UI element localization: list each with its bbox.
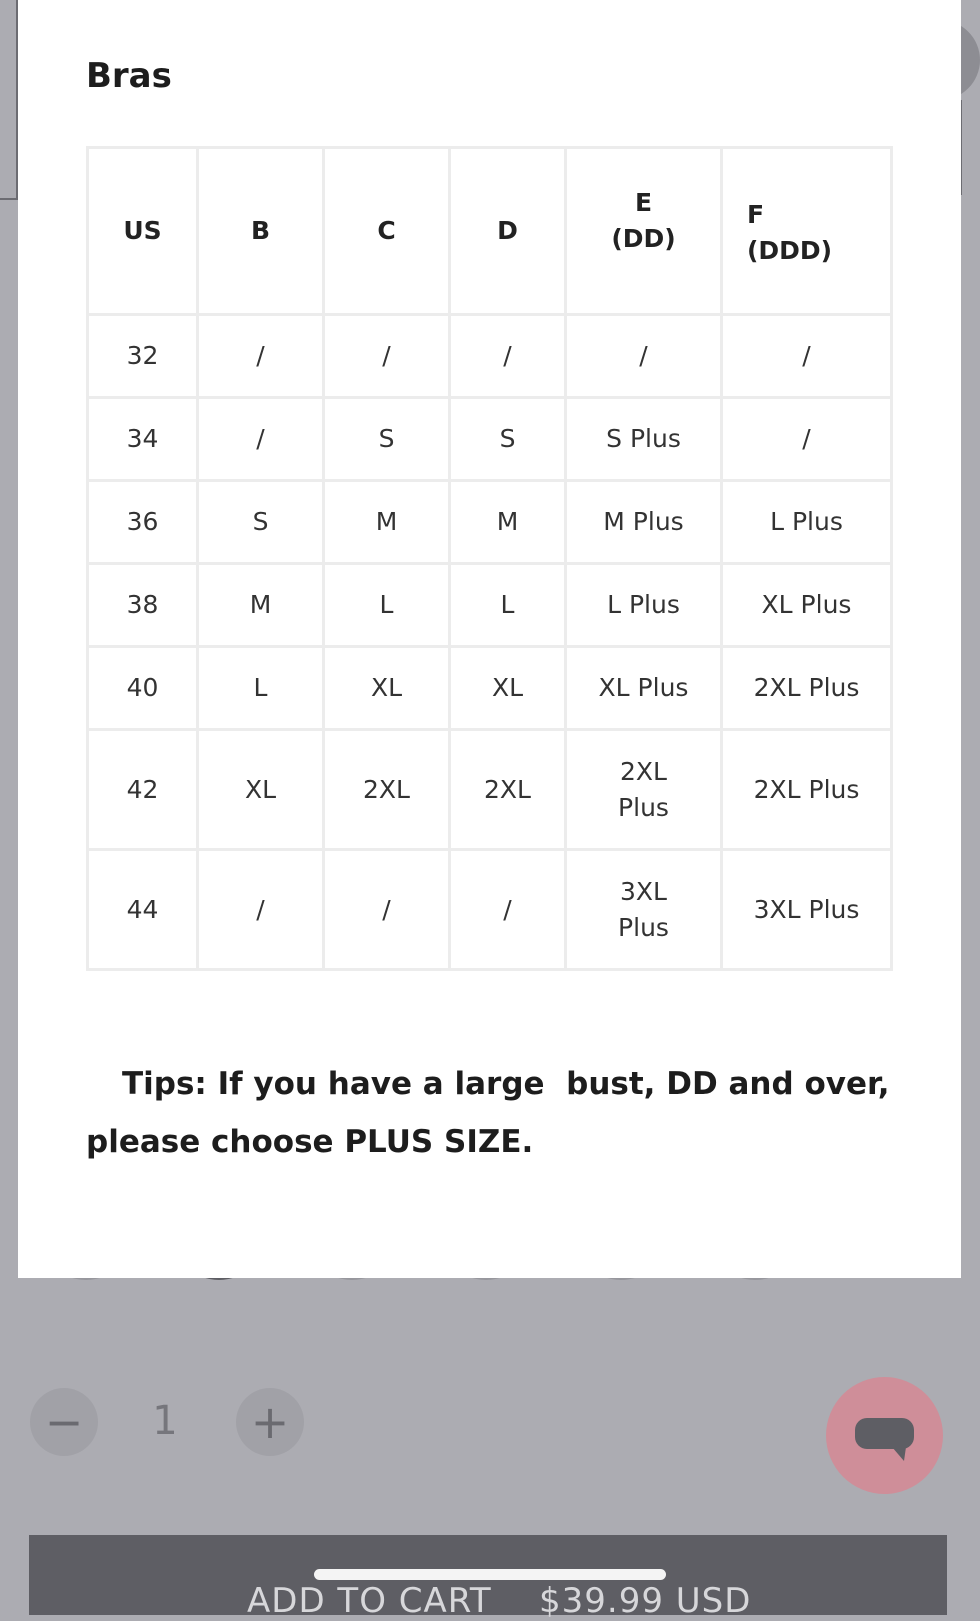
size-chart-modal — [18, 0, 961, 1278]
table-cell: XL — [450, 647, 566, 730]
quantity-increase-button[interactable]: + — [236, 1388, 304, 1456]
chat-bubble-icon — [826, 1377, 943, 1494]
table-row — [88, 850, 892, 970]
table-cell: S Plus — [566, 398, 722, 481]
table-cell: 2XL — [324, 730, 450, 850]
table-cell: 42 — [88, 730, 198, 850]
header-cup-f: F (DDD) — [722, 148, 892, 315]
table-cell: / — [198, 850, 324, 970]
table-cell: / — [566, 315, 722, 398]
table-row — [88, 730, 892, 850]
table-cell: M — [198, 564, 324, 647]
table-cell: / — [450, 850, 566, 970]
home-indicator[interactable] — [314, 1569, 666, 1580]
table-cell: 3XL Plus — [722, 850, 892, 970]
table-cell: / — [450, 315, 566, 398]
background-panel-edge — [0, 0, 18, 200]
table-cell: M — [450, 481, 566, 564]
cart-price: $39.99 USD — [539, 1581, 752, 1621]
table-cell: 2XL — [450, 730, 566, 850]
table-cell: S — [198, 481, 324, 564]
table-cell: L — [198, 647, 324, 730]
table-cell: S — [450, 398, 566, 481]
table-cell: / — [198, 315, 324, 398]
table-cell: 2XL Plus — [722, 730, 892, 850]
table-cell: 38 — [88, 564, 198, 647]
table-cell: 34 — [88, 398, 198, 481]
header-us: US — [88, 148, 198, 315]
table-header-row — [88, 148, 892, 315]
header-cup-b: B — [198, 148, 324, 315]
table-row — [88, 647, 892, 730]
table-row — [88, 564, 892, 647]
quantity-decrease-button[interactable]: − — [30, 1388, 98, 1456]
table-row — [88, 398, 892, 481]
table-cell: L — [450, 564, 566, 647]
table-row — [88, 481, 892, 564]
table-cell: 2XL Plus — [722, 647, 892, 730]
table-cell: / — [198, 398, 324, 481]
bra-size-table — [86, 146, 893, 971]
table-cell: / — [324, 315, 450, 398]
modal-title: Bras — [86, 56, 172, 96]
table-cell: XL — [324, 647, 450, 730]
size-tips: Tips: If you have a large bust, DD and over, please choose PLUS SIZE. — [86, 1066, 901, 1160]
table-row — [88, 315, 892, 398]
table-cell: L — [324, 564, 450, 647]
table-cell: XL Plus — [722, 564, 892, 647]
table-cell: L Plus — [722, 481, 892, 564]
header-cup-c: C — [324, 148, 450, 315]
header-cup-d: D — [450, 148, 566, 315]
table-cell: / — [722, 315, 892, 398]
quantity-value: 1 — [152, 1398, 178, 1444]
table-cell: 36 — [88, 481, 198, 564]
table-cell: XL Plus — [566, 647, 722, 730]
add-to-cart-label: ADD TO CART — [247, 1581, 492, 1621]
table-cell: XL — [198, 730, 324, 850]
table-cell: S — [324, 398, 450, 481]
table-cell: 32 — [88, 315, 198, 398]
chat-button[interactable] — [826, 1377, 943, 1494]
table-cell: / — [324, 850, 450, 970]
table-cell: 40 — [88, 647, 198, 730]
table-cell: M — [324, 481, 450, 564]
table-cell: L Plus — [566, 564, 722, 647]
header-cup-e: E (DD) — [566, 148, 722, 315]
table-cell: 3XL Plus — [566, 850, 722, 970]
table-cell: / — [722, 398, 892, 481]
table-cell: M Plus — [566, 481, 722, 564]
table-cell: 44 — [88, 850, 198, 970]
table-cell: 2XL Plus — [566, 730, 722, 850]
